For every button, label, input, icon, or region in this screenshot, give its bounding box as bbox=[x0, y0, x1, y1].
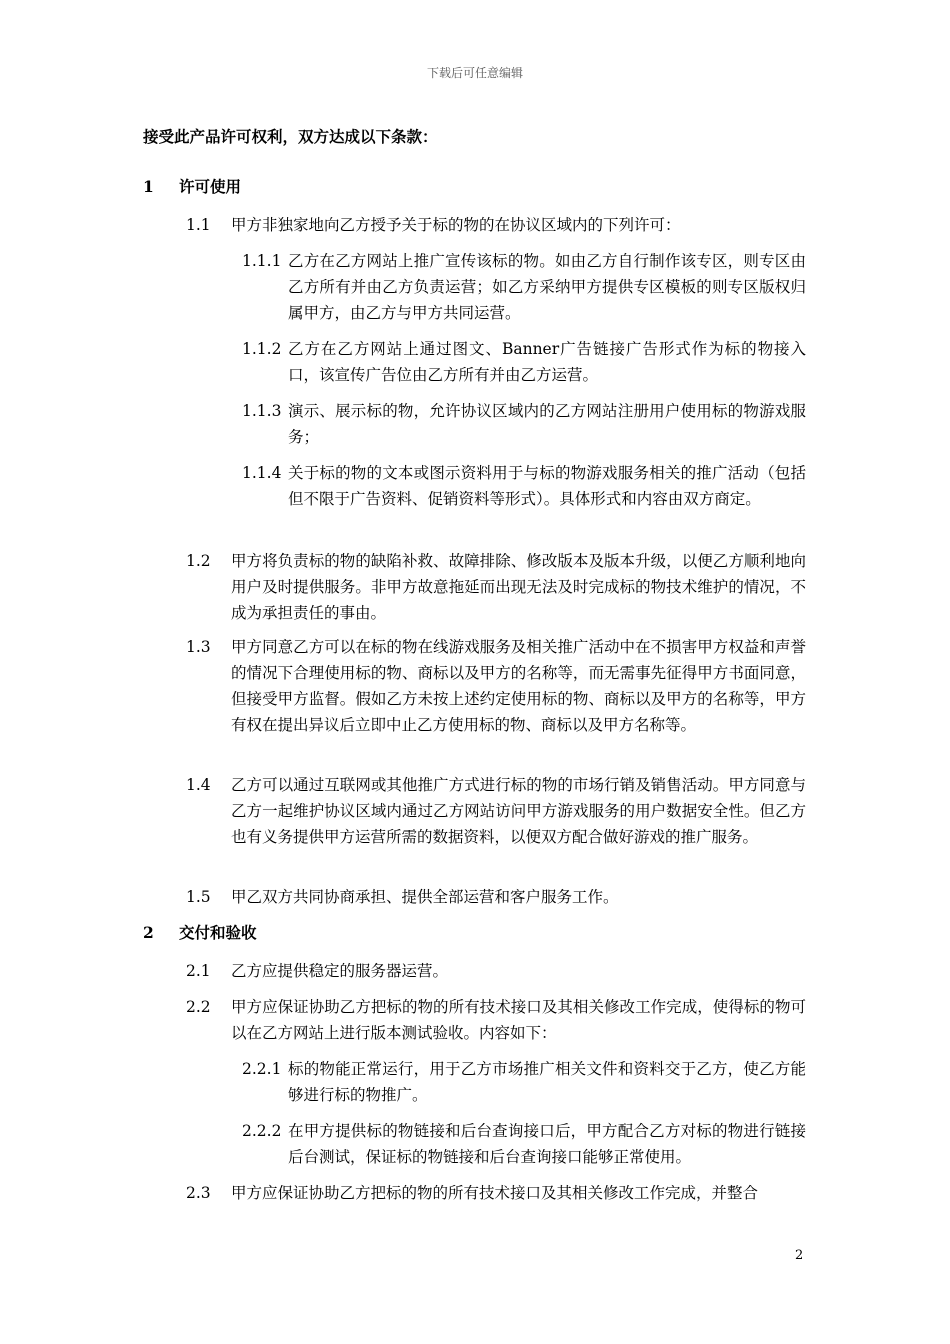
clause-number: 1.1 bbox=[186, 216, 211, 234]
clause-number: 1.1.2 bbox=[242, 340, 282, 358]
clause-1-3 bbox=[186, 634, 806, 738]
clause-text: 乙方在乙方网站上通过图文、Banner广告链接广告形式作为标的物接入口，该宣传广告位由乙方所有并由乙方运营。 bbox=[288, 340, 806, 384]
clause-2-2 bbox=[186, 994, 806, 1046]
clause-number: 1.2 bbox=[186, 552, 211, 570]
clause-2-2-2 bbox=[242, 1118, 806, 1170]
section-title: 交付和验收 bbox=[179, 923, 257, 942]
clause-2-2-1 bbox=[242, 1056, 806, 1108]
clause-text: 甲方非独家地向乙方授予关于标的物的在协议区域内的下列许可： bbox=[231, 216, 681, 234]
clause-number: 2.2.2 bbox=[242, 1122, 282, 1140]
clause-1-2 bbox=[186, 548, 806, 626]
clause-number: 1.1.3 bbox=[242, 402, 282, 420]
clause-text: 乙方可以通过互联网或其他推广方式进行标的物的市场行销及销售活动。甲方同意与乙方一起维护协议区域内通过乙方网站访问甲方游戏服务的用户数据安全性。但乙方也有义务提供甲方运营所需的数据资料，以便双方配合做好游戏的推广服务。 bbox=[231, 776, 806, 846]
clause-number: 1.4 bbox=[186, 776, 211, 794]
page-number: 2 bbox=[795, 1248, 804, 1263]
clause-text: 在甲方提供标的物链接和后台查询接口后，甲方配合乙方对标的物进行链接后台测试，保证标的物链接和后台查询接口能够正常使用。 bbox=[288, 1122, 806, 1166]
clause-1-5 bbox=[186, 884, 806, 910]
clause-text: 甲方应保证协助乙方把标的物的所有技术接口及其相关修改工作完成，使得标的物可以在乙方网站上进行版本测试验收。内容如下： bbox=[231, 998, 806, 1042]
clause-number: 1.5 bbox=[186, 888, 211, 906]
clause-1-4 bbox=[186, 772, 806, 850]
clause-1-1-1 bbox=[242, 248, 806, 326]
clause-number: 2.2 bbox=[186, 998, 211, 1016]
section-number: 1 bbox=[143, 177, 154, 196]
section-title: 许可使用 bbox=[179, 177, 242, 196]
clause-1-1-2 bbox=[242, 336, 806, 388]
clause-text: 演示、展示标的物，允许协议区域内的乙方网站注册用户使用标的物游戏服务； bbox=[288, 402, 806, 446]
page-header: 下载后可任意编辑 bbox=[426, 66, 523, 80]
clause-text: 乙方应提供稳定的服务器运营。 bbox=[231, 962, 449, 980]
clause-number: 1.3 bbox=[186, 638, 211, 656]
clause-text: 甲方将负责标的物的缺陷补救、故障排除、修改版本及版本升级，以便乙方顺利地向用户及时提供服务。非甲方故意拖延而出现无法及时完成标的物技术维护的情况，不成为承担责任的事由。 bbox=[231, 552, 806, 622]
clause-text: 甲乙双方共同协商承担、提供全部运营和客户服务工作。 bbox=[231, 888, 619, 906]
clause-number: 1.1.1 bbox=[242, 252, 282, 270]
clause-1-1-3 bbox=[242, 398, 806, 450]
clause-number: 1.1.4 bbox=[242, 464, 282, 482]
clause-text: 甲方同意乙方可以在标的物在线游戏服务及相关推广活动中在不损害甲方权益和声誉的情况下合理使用标的物、商标以及甲方的名称等，而无需事先征得甲方书面同意，但接受甲方监督。假如乙方未按上述约定使用标的物、商标以及甲方的名称等，甲方有权在提出异议后立即中止乙方使用标的物、商标以及甲方名称等。 bbox=[231, 638, 806, 734]
clause-2-3 bbox=[186, 1180, 806, 1206]
clause-text: 标的物能正常运行，用于乙方市场推广相关文件和资料交于乙方，使乙方能够进行标的物推广。 bbox=[288, 1060, 806, 1104]
clause-number: 2.1 bbox=[186, 962, 211, 980]
clause-2-1 bbox=[186, 958, 806, 984]
clause-text: 甲方应保证协助乙方把标的物的所有技术接口及其相关修改工作完成，并整合 bbox=[231, 1184, 759, 1202]
clause-number: 2.2.1 bbox=[242, 1060, 282, 1078]
clause-text: 关于标的物的文本或图示资料用于与标的物游戏服务相关的推广活动（包括但不限于广告资料、促销资料等形式）。具体形式和内容由双方商定。 bbox=[288, 464, 806, 508]
clause-1-1 bbox=[186, 212, 806, 238]
intro-line: 接受此产品许可权利，双方达成以下条款： bbox=[143, 127, 438, 146]
section-number: 2 bbox=[143, 923, 154, 942]
clause-text: 乙方在乙方网站上推广宣传该标的物。如由乙方自行制作该专区，则专区由乙方所有并由乙方负责运营；如乙方采纳甲方提供专区模板的则专区版权归属甲方，由乙方与甲方共同运营。 bbox=[288, 252, 806, 322]
clause-number: 2.3 bbox=[186, 1184, 211, 1202]
clause-1-1-4 bbox=[242, 460, 806, 512]
